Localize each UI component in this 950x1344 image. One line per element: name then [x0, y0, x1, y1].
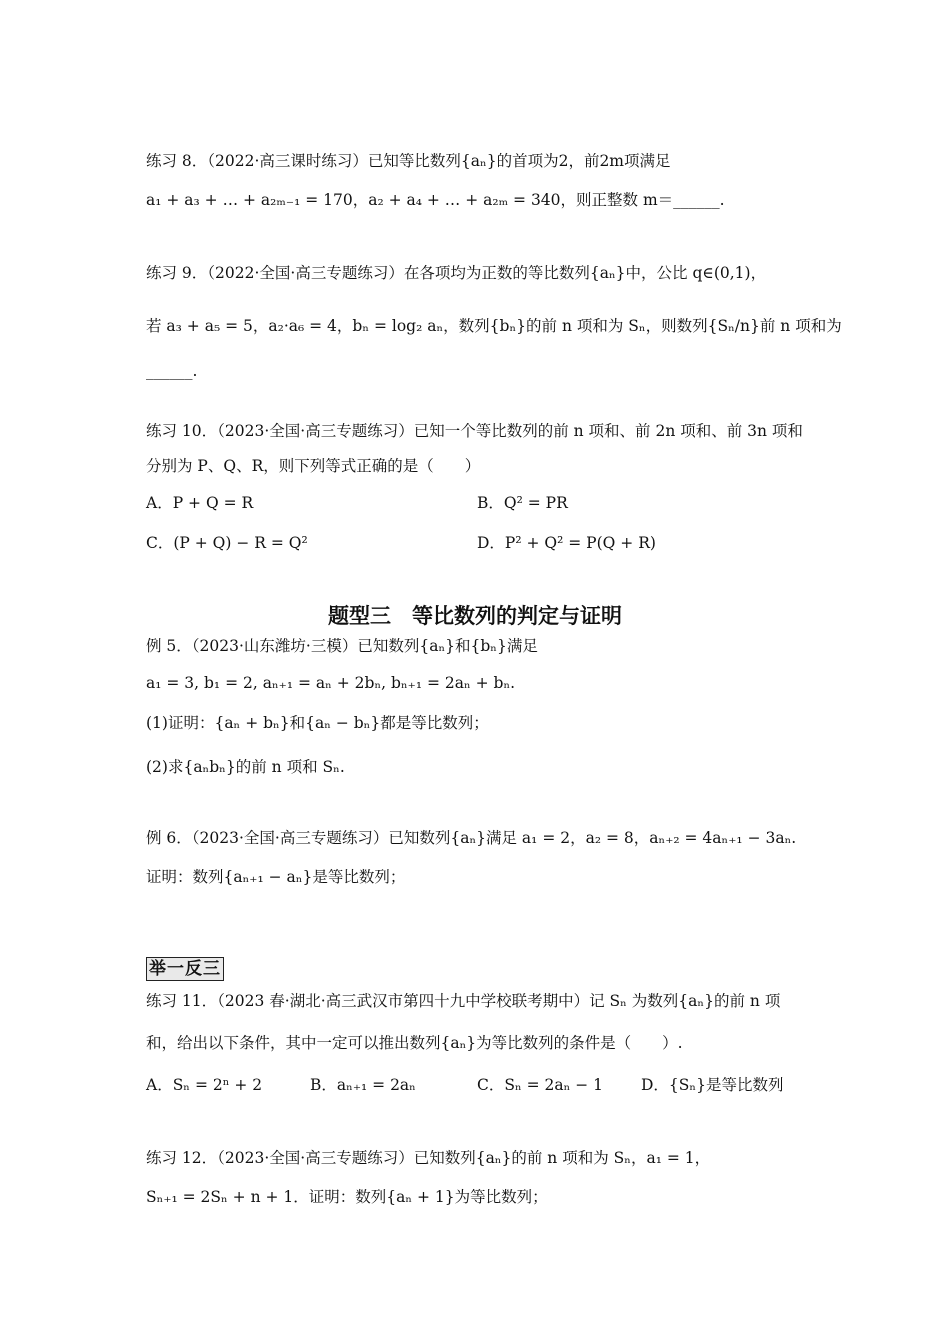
- exercise-10-option-d: D．P² + Q² = P(Q + R): [477, 534, 656, 552]
- exercise-9-blank: ______.: [146, 362, 198, 380]
- example-5-statement: 例 5．（2023·山东潍坊·三模）已知数列{aₙ}和{bₙ}满足: [146, 637, 538, 655]
- exercise-10-statement: 练习 10．（2023·全国·高三专题练习）已知一个等比数列的前 n 项和、前 2n 项和、前 3n 项和: [146, 422, 803, 440]
- exercise-9-condition: 若 a₃ + a₅ = 5，a₂·a₆ = 4，bₙ = log₂ aₙ，数列{bₙ}的前 n 项和为 Sₙ，则数列{Sₙ/n}前 n 项和为: [146, 317, 842, 335]
- exercise-10-option-a: A．P + Q = R: [146, 494, 254, 512]
- example-5-part-1: (1)证明：{aₙ + bₙ}和{aₙ − bₙ}都是等比数列；: [146, 714, 489, 732]
- exercise-11-option-c: C．Sₙ = 2aₙ − 1: [477, 1076, 604, 1094]
- exercise-11-option-a: A．Sₙ = 2ⁿ + 2: [146, 1076, 263, 1094]
- practice-tag: [146, 957, 224, 981]
- exercise-12-condition: Sₙ₊₁ = 2Sₙ + n + 1．证明：数列{aₙ + 1}为等比数列；: [146, 1188, 548, 1206]
- exercise-11-option-d: D．{Sₙ}是等比数列: [641, 1076, 784, 1094]
- exercise-11-statement: 练习 11．（2023 春·湖北·高三武汉市第四十九中学校联考期中）记 Sₙ 为数列{aₙ}的前 n 项: [146, 992, 781, 1010]
- section-title: 题型三 等比数列的判定与证明: [328, 604, 622, 628]
- exercise-12-statement: 练习 12．（2023·全国·高三专题练习）已知数列{aₙ}的前 n 项和为 Sₙ，a₁ = 1，: [146, 1149, 711, 1167]
- example-5-part-2: (2)求{aₙbₙ}的前 n 项和 Sₙ.: [146, 758, 345, 776]
- example-6-proof-task: 证明：数列{aₙ₊₁ − aₙ}是等比数列；: [146, 868, 406, 886]
- exercise-11-option-b: B．aₙ₊₁ = 2aₙ: [310, 1076, 416, 1094]
- exercise-10-question: 分别为 P、Q、R，则下列等式正确的是（ ）: [146, 457, 481, 475]
- exercise-8-condition: a₁ + a₃ + … + a₂ₘ₋₁ = 170，a₂ + a₄ + … + a₂ₘ = 340，则正整数 m＝______.: [146, 191, 725, 209]
- exercise-8-statement: 练习 8．（2022·高三课时练习）已知等比数列{aₙ}的首项为2，前2m项满足: [146, 152, 671, 170]
- exercise-10-option-b: B．Q² = PR: [477, 494, 568, 512]
- example-6-statement: 例 6．（2023·全国·高三专题练习）已知数列{aₙ}满足 a₁ = 2，a₂ = 8，aₙ₊₂ = 4aₙ₊₁ − 3aₙ.: [146, 829, 797, 847]
- exercise-10-option-c: C．(P + Q) − R = Q²: [146, 534, 308, 552]
- example-5-conditions: a₁ = 3, b₁ = 2, aₙ₊₁ = aₙ + 2bₙ, bₙ₊₁ = 2aₙ + bₙ.: [146, 674, 516, 692]
- practice-tag-label: 举一反三: [146, 957, 224, 981]
- exercise-11-question: 和，给出以下条件，其中一定可以推出数列{aₙ}为等比数列的条件是（ ）.: [146, 1034, 683, 1052]
- exercise-9-statement: 练习 9．（2022·全国·高三专题练习）在各项均为正数的等比数列{aₙ}中，公比 q∈(0,1)，: [146, 264, 767, 282]
